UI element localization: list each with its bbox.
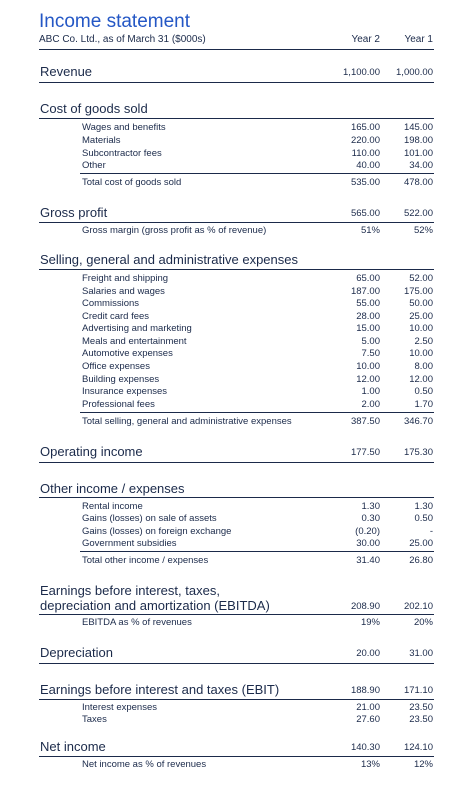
sga-item-year1: 52.00: [409, 273, 433, 284]
section-divider: [39, 82, 434, 83]
sga-item-year2: 187.00: [350, 286, 380, 297]
ebit-item-year1: 23.50: [409, 714, 433, 725]
cogs-item-year1: 145.00: [403, 122, 433, 133]
net-income-year1: 124.10: [403, 742, 433, 753]
subtotal-divider: [80, 551, 434, 552]
other-item-year2: (0.20): [355, 526, 380, 537]
other-item-label: Rental income: [82, 501, 143, 512]
cogs-item-year1: 198.00: [403, 135, 433, 146]
page-title: Income statement: [39, 11, 191, 32]
ebitda-pct-year2: 19%: [360, 617, 380, 628]
sga-item-year1: 8.00: [414, 361, 433, 372]
sga-item-label: Salaries and wages: [82, 286, 165, 297]
other-item-year1: 1.30: [414, 501, 433, 512]
sga-item-year1: 25.00: [409, 311, 433, 322]
ebitda-pct-year1: 20%: [413, 617, 433, 628]
cogs-item-label: Other: [82, 160, 106, 171]
section-divider: [39, 269, 434, 270]
net-income-label: Net income: [40, 739, 106, 754]
ebitda-year2: 208.90: [350, 601, 380, 612]
other-item-year1: 25.00: [409, 538, 433, 549]
header-divider: [39, 49, 434, 50]
depreciation-year2: 20.00: [356, 648, 380, 659]
cogs-item-year2: 110.00: [351, 148, 380, 159]
other-item-year1: -: [429, 526, 433, 537]
gross-margin-year2: 51%: [360, 225, 380, 236]
sga-item-year2: 1.00: [361, 386, 380, 397]
other-item-year1: 0.50: [414, 513, 433, 524]
sga-item-year2: 10.00: [356, 361, 380, 372]
cogs-item-label: Subcontractor fees: [82, 148, 162, 159]
sga-item-label: Meals and entertainment: [82, 336, 187, 347]
other-item-label: Government subsidies: [82, 538, 177, 549]
sga-item-year2: 65.00: [356, 273, 380, 284]
sga-item-label: Insurance expenses: [82, 386, 168, 397]
sga-item-year2: 12.00: [356, 374, 380, 385]
gross-margin-year1: 52%: [413, 225, 433, 236]
page-subtitle: ABC Co. Ltd., as of March 31 ($000s): [39, 34, 206, 45]
sga-total-year1: 346.70: [403, 416, 433, 427]
ebit-year2: 188.90: [350, 685, 380, 696]
cogs-item-label: Wages and benefits: [82, 122, 166, 133]
other-total-label: Total other income / expenses: [82, 555, 209, 566]
sga-item-year2: 7.50: [361, 348, 380, 359]
other-item-label: Gains (losses) on sale of assets: [82, 513, 217, 524]
section-divider: [39, 663, 434, 664]
revenue-year2: 1,100.00: [343, 67, 380, 78]
sga-item-label: Credit card fees: [82, 311, 150, 322]
other-total-year2: 31.40: [356, 555, 380, 566]
other-label: Other income / expenses: [40, 481, 185, 496]
cogs-item-year1: 34.00: [409, 160, 433, 171]
depreciation-label: Depreciation: [40, 645, 113, 660]
section-divider: [39, 462, 434, 463]
cogs-item-year1: 101.00: [403, 148, 433, 159]
sga-item-year1: 10.00: [409, 348, 433, 359]
net-income-pct-year2: 13%: [360, 759, 380, 770]
sga-label: Selling, general and administrative expenses: [40, 252, 298, 267]
sga-item-year2: 28.00: [356, 311, 380, 322]
sga-item-label: Automotive expenses: [82, 348, 173, 359]
cogs-total-year2: 535.00: [350, 177, 380, 188]
subtotal-divider: [80, 412, 434, 413]
other-item-year2: 0.30: [361, 513, 380, 524]
sga-item-year1: 12.00: [409, 374, 433, 385]
cogs-item-label: Materials: [82, 135, 121, 146]
section-divider: [39, 756, 434, 757]
section-divider: [39, 699, 434, 700]
ebit-year1: 171.10: [403, 685, 433, 696]
ebit-item-label: Taxes: [82, 714, 107, 725]
sga-item-label: Advertising and marketing: [82, 323, 192, 334]
section-divider: [39, 614, 434, 615]
section-divider: [39, 497, 434, 498]
sga-item-year2: 55.00: [356, 298, 380, 309]
ebitda-label-line2: depreciation and amortization (EBITDA): [40, 598, 270, 613]
ebit-item-year2: 27.60: [356, 714, 380, 725]
operating-income-year2: 177.50: [350, 447, 380, 458]
sga-item-year1: 175.00: [403, 286, 433, 297]
sga-item-year1: 2.50: [414, 336, 433, 347]
cogs-item-year2: 165.00: [350, 122, 380, 133]
gross-margin-label: Gross margin (gross profit as % of revenue): [82, 225, 267, 236]
net-income-pct-year1: 12%: [413, 759, 433, 770]
ebit-item-year1: 23.50: [409, 702, 433, 713]
ebitda-label-line1: Earnings before interest, taxes,: [40, 583, 220, 598]
ebitda-year1: 202.10: [403, 601, 433, 612]
sga-item-year1: 1.70: [414, 399, 433, 410]
cogs-label: Cost of goods sold: [40, 101, 148, 116]
other-item-year2: 1.30: [361, 501, 380, 512]
cogs-total-year1: 478.00: [403, 177, 433, 188]
other-item-label: Gains (losses) on foreign exchange: [82, 526, 232, 537]
sga-total-year2: 387.50: [350, 416, 380, 427]
operating-income-year1: 175.30: [403, 447, 433, 458]
cogs-item-year2: 220.00: [350, 135, 380, 146]
cogs-total-label: Total cost of goods sold: [82, 177, 182, 188]
other-total-year1: 26.80: [409, 555, 433, 566]
gross-profit-year2: 565.00: [350, 208, 380, 219]
gross-profit-label: Gross profit: [40, 205, 108, 220]
sga-total-label: Total selling, general and administrative expenses: [82, 416, 292, 427]
sga-item-year2: 15.00: [356, 323, 380, 334]
sga-item-label: Office expenses: [82, 361, 150, 372]
ebit-label: Earnings before interest and taxes (EBIT): [40, 682, 280, 697]
net-income-pct-label: Net income as % of revenues: [82, 759, 207, 770]
sga-item-year2: 5.00: [361, 336, 380, 347]
sga-item-year1: 50.00: [409, 298, 433, 309]
column-header-year1: Year 1: [404, 34, 433, 45]
subtotal-divider: [80, 173, 434, 174]
sga-item-label: Professional fees: [82, 399, 155, 410]
gross-profit-year1: 522.00: [403, 208, 433, 219]
net-income-year2: 140.30: [350, 742, 380, 753]
sga-item-year2: 2.00: [361, 399, 380, 410]
section-divider: [39, 118, 434, 119]
depreciation-year1: 31.00: [409, 648, 433, 659]
sga-item-label: Commissions: [82, 298, 140, 309]
sga-item-year1: 0.50: [414, 386, 433, 397]
section-divider: [39, 222, 434, 223]
column-header-year2: Year 2: [351, 34, 380, 45]
sga-item-label: Freight and shipping: [82, 273, 169, 284]
sga-item-year1: 10.00: [409, 323, 433, 334]
cogs-item-year2: 40.00: [356, 160, 380, 171]
revenue-label: Revenue: [40, 64, 93, 79]
sga-item-label: Building expenses: [82, 374, 160, 385]
ebitda-pct-label: EBITDA as % of revenues: [82, 617, 192, 628]
ebit-item-year2: 21.00: [356, 702, 380, 713]
revenue-year1: 1,000.00: [396, 67, 433, 78]
ebit-item-label: Interest expenses: [82, 702, 157, 713]
other-item-year2: 30.00: [356, 538, 380, 549]
operating-income-label: Operating income: [40, 444, 143, 459]
